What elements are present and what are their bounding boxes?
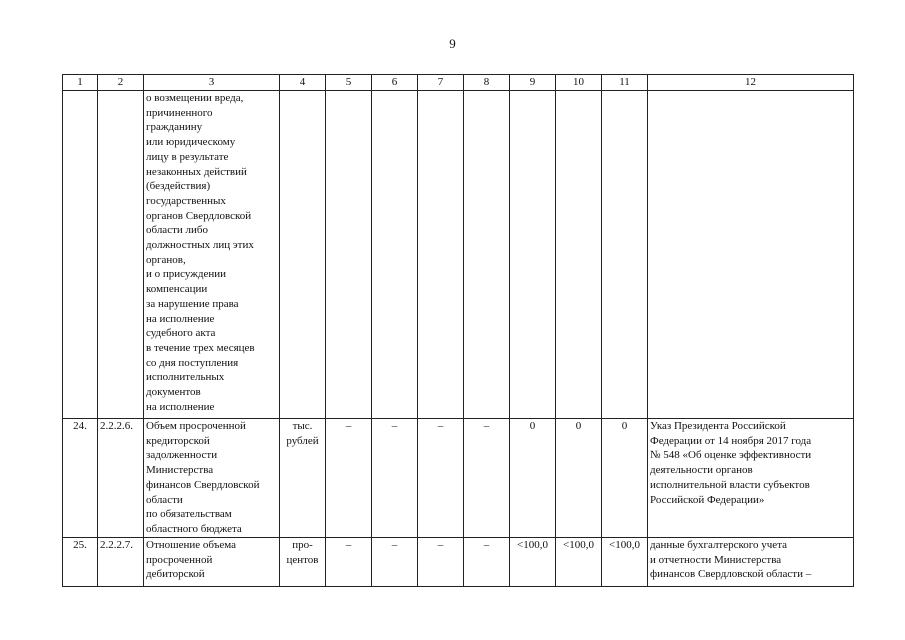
column-header: 8 [464, 75, 510, 91]
column-header: 11 [602, 75, 648, 91]
value-cell: – [418, 538, 464, 587]
column-header: 12 [648, 75, 854, 91]
value-cell: <100,0 [602, 538, 648, 587]
unit-cell: про- центов [280, 538, 326, 587]
value-cell: – [464, 419, 510, 538]
row-number-cell: 24. [63, 419, 98, 538]
page-number: 9 [449, 36, 456, 51]
unit-cell: тыс. рублей [280, 419, 326, 538]
value-cell [418, 91, 464, 419]
column-header: 10 [556, 75, 602, 91]
value-cell [464, 91, 510, 419]
value-cell: – [326, 419, 372, 538]
item-code-cell: 2.2.2.7. [98, 538, 144, 587]
table-row [63, 91, 854, 419]
table-row [63, 419, 854, 538]
value-cell: 0 [556, 419, 602, 538]
value-cell [510, 91, 556, 419]
value-cell: – [372, 419, 418, 538]
table-header-row [63, 75, 854, 91]
value-cell: <100,0 [510, 538, 556, 587]
item-code-cell [98, 91, 144, 419]
value-cell: – [326, 538, 372, 587]
column-header: 4 [280, 75, 326, 91]
source-cell [648, 91, 854, 419]
value-cell: 0 [510, 419, 556, 538]
value-cell: 0 [602, 419, 648, 538]
column-header: 9 [510, 75, 556, 91]
value-cell [602, 91, 648, 419]
value-cell: <100,0 [556, 538, 602, 587]
value-cell: – [464, 538, 510, 587]
value-cell: – [372, 538, 418, 587]
source-cell: данные бухгалтерского учета и отчетности Министерства финансов Свердловской области – [648, 538, 854, 587]
indicator-name-cell: Отношение объема просроченной дебиторской [144, 538, 280, 587]
indicator-name-cell: о возмещении вреда, причиненного гражданину или юридическому лицу в результате незаконных действий (бездействия) государственных органов Свердловской области либо должностных лиц этих органов, и о присуждении компенсации за нарушение права на исполнение судебного акта в течение трех месяцев со дня поступления исполнительных документов на исполнение [144, 91, 280, 419]
row-number-cell: 25. [63, 538, 98, 587]
column-header: 6 [372, 75, 418, 91]
source-cell: Указ Президента Российской Федерации от 14 ноября 2017 года № 548 «Об оценке эффективности деятельности органов исполнительной власти субъектов Российской Федерации» [648, 419, 854, 538]
data-table [62, 74, 854, 587]
unit-cell [280, 91, 326, 419]
value-cell [556, 91, 602, 419]
row-number-cell [63, 91, 98, 419]
column-header: 3 [144, 75, 280, 91]
column-header: 7 [418, 75, 464, 91]
value-cell: – [418, 419, 464, 538]
column-header: 5 [326, 75, 372, 91]
value-cell [372, 91, 418, 419]
column-header: 2 [98, 75, 144, 91]
table-row [63, 538, 854, 587]
column-header: 1 [63, 75, 98, 91]
indicator-name-cell: Объем просроченной кредиторской задолженности Министерства финансов Свердловской области по обязательствам областного бюджета [144, 419, 280, 538]
item-code-cell: 2.2.2.6. [98, 419, 144, 538]
value-cell [326, 91, 372, 419]
